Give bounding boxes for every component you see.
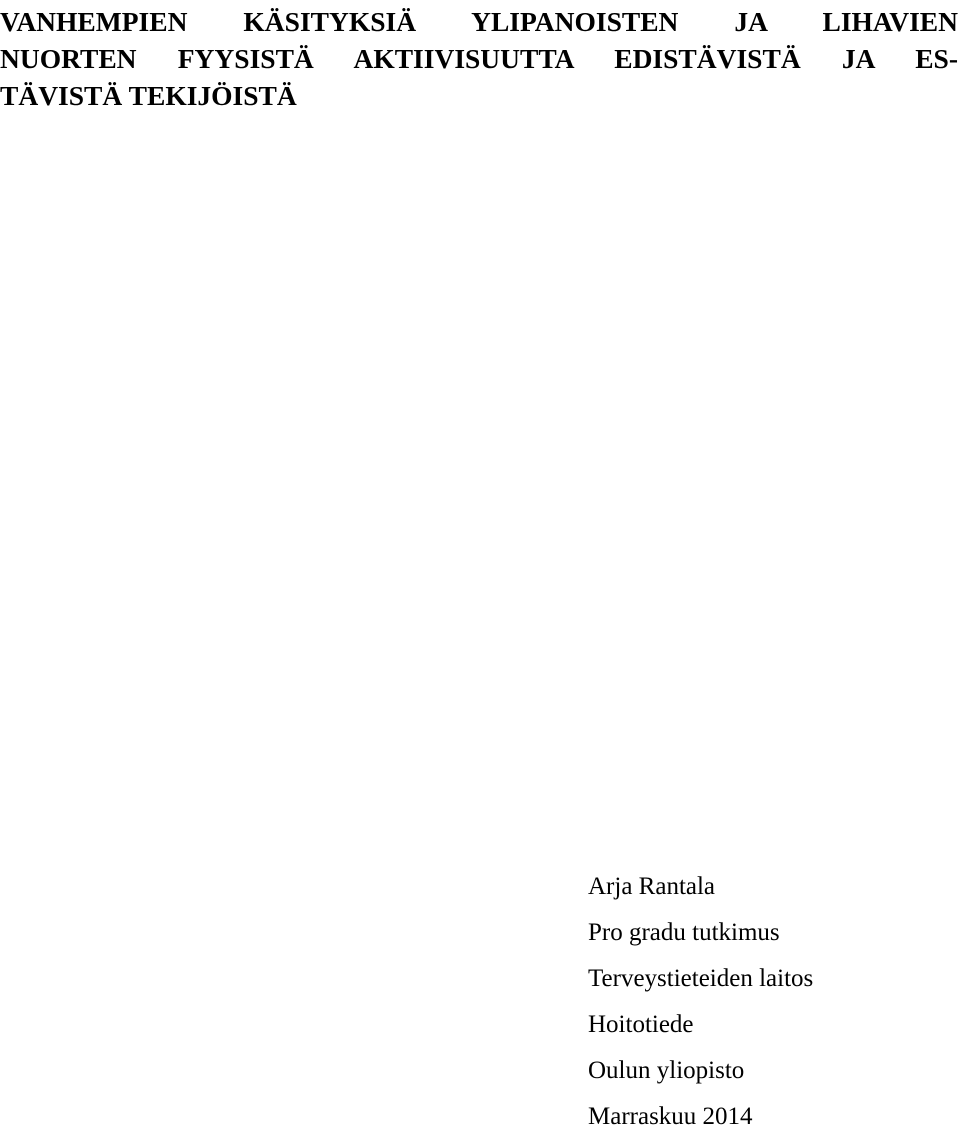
university: Oulun yliopisto xyxy=(588,1057,745,1084)
title-line-2: NUORTEN FYYSISTÄ AKTIIVISUUTTA EDISTÄVISTÄ JA ES- xyxy=(0,43,958,74)
author-name: Arja Rantala xyxy=(588,873,716,900)
thesis-info xyxy=(588,864,948,1140)
thesis-type: Pro gradu tutkimus xyxy=(588,919,780,946)
document-title xyxy=(0,3,960,114)
subject: Hoitotiede xyxy=(588,1011,694,1038)
date: Marraskuu 2014 xyxy=(588,1103,753,1130)
title-line-1: VANHEMPIEN KÄSITYKSIÄ YLIPANOISTEN JA LIHAVIEN xyxy=(0,6,958,37)
department: Terveystieteiden laitos xyxy=(588,965,814,992)
title-line-3: TÄVISTÄ TEKIJÖISTÄ xyxy=(0,80,297,111)
